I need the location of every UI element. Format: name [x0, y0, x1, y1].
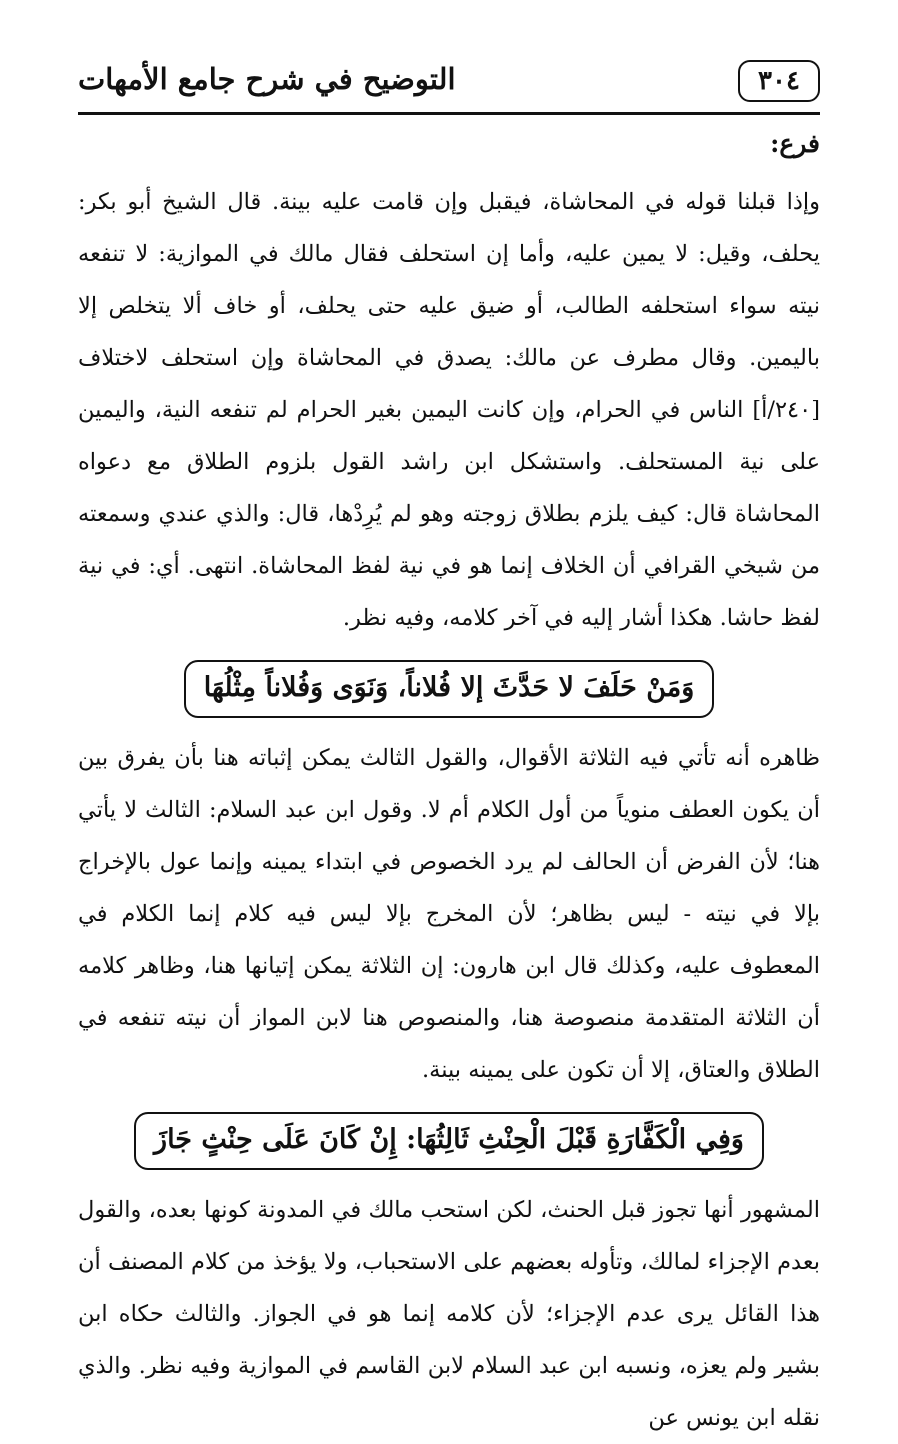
matn-quote-1: وَمَنْ حَلَفَ لا حَدَّثَ إلا فُلاناً، وَنَوَى وَفُلاناً مِثْلُهَا [184, 660, 715, 718]
commentary-paragraph-2: ظاهره أنه تأتي فيه الثلاثة الأقوال، والقول الثالث يمكن إثباته هنا بأن يفرق بين أن يكون العطف منوياً من أول الكلام أم لا. وقول ابن عبد السلام: الثالث لا يأتي هنا؛ لأن الفرض أن الحالف لم يرد الخصوص في ابتداء يمينه وإنما عول بالإخراج بإلا في نيته - ليس بظاهر؛ لأن المخرج بإلا ليس فيه كلام إنما الكلام في المعطوف عليه، وكذلك قال ابن هارون: إن الثلاثة يمكن إتيانها هنا، وظاهر كلامه أن الثلاثة المتقدمة منصوصة هنا، والمنصوص هنا لابن المواز أن نيته تنفعه في الطلاق والعتاق، إلا أن تكون على يمينه بينة. [78, 745, 820, 1083]
matn-quote-2: وَفِي الْكَفَّارَةِ قَبْلَ الْحِنْثِ ثَالِثُهَا: إِنْ كَانَ عَلَى حِنْثٍ جَازَ [134, 1112, 764, 1170]
page-body [78, 128, 820, 1444]
commentary-paragraph-1: وإذا قبلنا قوله في المحاشاة، فيقبل وإن قامت عليه بينة. قال الشيخ أبو بكر: يحلف، وقيل: لا يمين عليه، وأما إن استحلف فقال مالك في الموازية: لا تنفعه نيته سواء استحلفه الطالب، أو ضيق عليه حتى يحلف، أو خاف ألا يتخلص إلا باليمين. وقال مطرف عن مالك: يصدق في المحاشاة وإن استحلف لاختلاف [٢٤٠/أ] الناس في الحرام، وإن كانت اليمين بغير الحرام لم تنفعه النية، واليمين على نية المستحلف. واستشكل ابن راشد القول بلزوم الطلاق مع دعواه المحاشاة قال: كيف يلزم بطلاق زوجته وهو لم يُرِدْها، قال: والذي عندي وسمعته من شيخي القرافي أن الخلاف إنما هو في نية لفظ المحاشاة. انتهى. أي: في نية لفظ حاشا. هكذا أشار إليه في آخر كلامه، وفيه نظر. [78, 189, 820, 631]
commentary-paragraph-3: المشهور أنها تجوز قبل الحنث، لكن استحب مالك في المدونة كونها بعده، والقول بعدم الإجزاء لمالك، وتأوله بعضهم على الاستحباب، ولا يؤخذ من كلام المصنف أن هذا القائل يرى عدم الإجزاء؛ لأن كلامه إنما هو في الجواز. والثالث حكاه ابن بشير ولم يعزه، ونسبه ابن عبد السلام لابن القاسم في الموازية وفيه نظر. والذي نقله ابن يونس عن [78, 1197, 820, 1431]
running-title: التوضيح في شرح جامع الأمهات [78, 62, 456, 96]
section-subheading: فرع: [770, 129, 820, 158]
page-number: ٣٠٤ [738, 60, 820, 102]
header-divider [78, 112, 820, 115]
page-header [78, 58, 820, 110]
